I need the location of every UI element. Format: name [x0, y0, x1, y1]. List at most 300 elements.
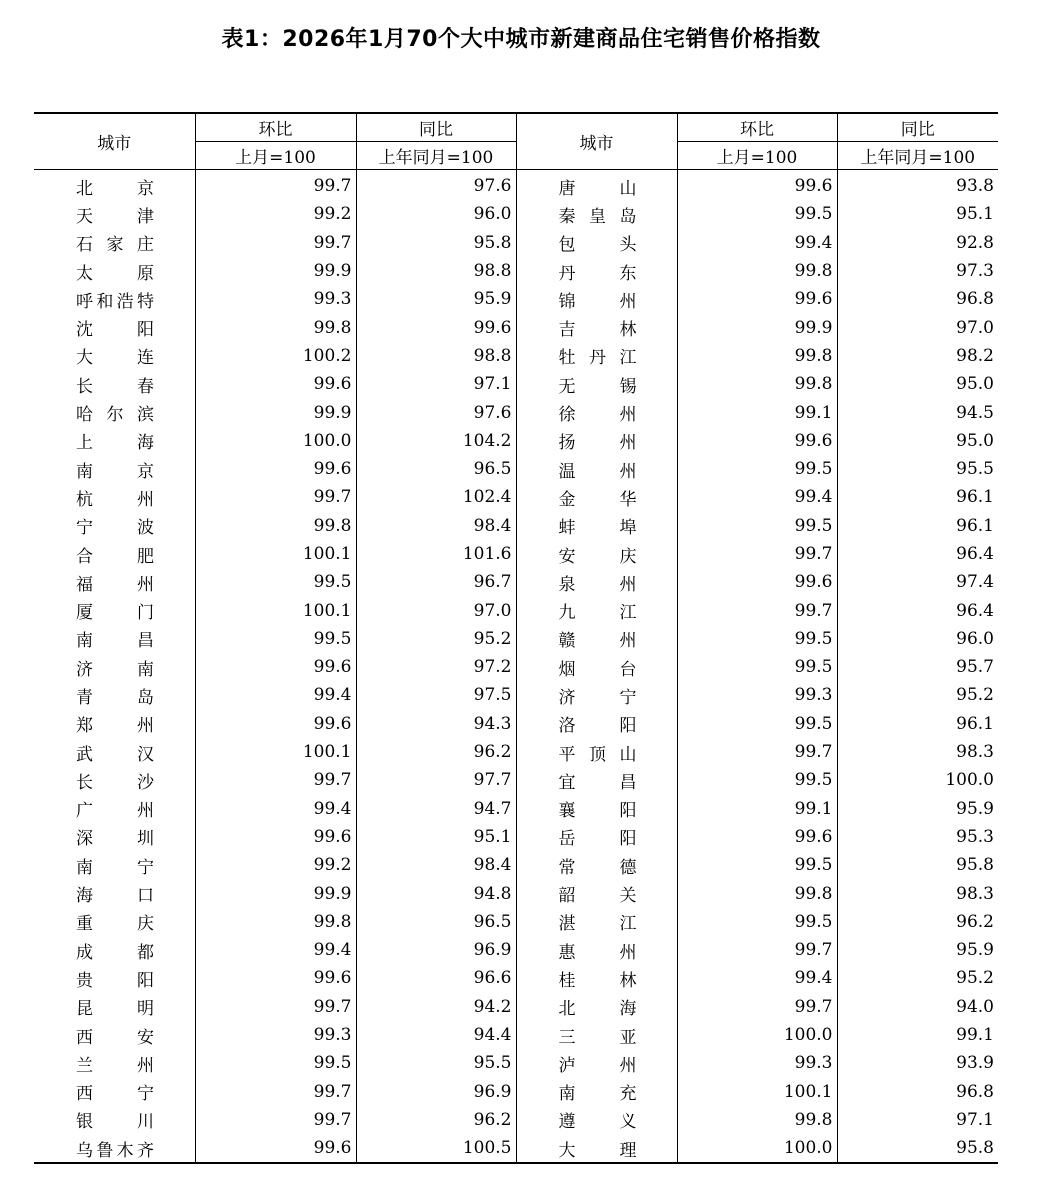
- mom-value-left: 99.4: [195, 936, 356, 964]
- yoy-value-left: 99.6: [356, 313, 516, 341]
- city-name-right: 北 海: [558, 999, 637, 1020]
- yoy-base-left: 上年同月=100: [356, 142, 516, 170]
- mom-value-left: 99.8: [195, 512, 356, 540]
- mom-value-left: 99.7: [195, 766, 356, 794]
- yoy-value-right: 96.4: [837, 596, 998, 624]
- table-row: [34, 170, 998, 201]
- city-name-right: 桂 林: [558, 970, 637, 991]
- city-name-right-cell: [516, 851, 677, 879]
- mom-value-left: 99.6: [195, 1134, 356, 1163]
- mom-base-left: 上月=100: [195, 142, 356, 170]
- city-name-left-cell: [34, 596, 195, 624]
- table-row: [34, 1134, 998, 1163]
- table-row: [34, 342, 998, 370]
- city-name-right: 洛 阳: [558, 716, 637, 737]
- table-row: [34, 257, 998, 285]
- yoy-value-left: 95.9: [356, 285, 516, 313]
- city-name-left: 海 口: [76, 886, 154, 907]
- city-name-left: 青 岛: [76, 687, 154, 708]
- mom-value-left: 99.6: [195, 964, 356, 992]
- mom-value-right: 99.8: [677, 370, 837, 398]
- city-name-left: 兰 州: [76, 1055, 154, 1076]
- mom-value-right: 99.5: [677, 908, 837, 936]
- mom-value-right: 99.3: [677, 1049, 837, 1077]
- city-name-left-cell: [34, 1106, 195, 1134]
- yoy-value-right: 93.9: [837, 1049, 998, 1077]
- city-name-right-cell: [516, 964, 677, 992]
- city-name-right: 泸 州: [558, 1055, 637, 1076]
- city-name-left: 长 春: [76, 376, 154, 397]
- yoy-value-left: 94.2: [356, 993, 516, 1021]
- city-name-left: 合 肥: [76, 546, 154, 567]
- yoy-value-right: 96.8: [837, 285, 998, 313]
- city-name-left: 深 圳: [76, 829, 154, 850]
- city-name-left-cell: [34, 738, 195, 766]
- city-name-left-cell: [34, 879, 195, 907]
- city-name-right: 温 州: [558, 461, 637, 482]
- mom-value-right: 99.8: [677, 257, 837, 285]
- table-row: [34, 285, 998, 313]
- mom-value-right: 99.6: [677, 170, 837, 201]
- city-name-left: 太 原: [76, 263, 154, 284]
- city-header-left: 城市: [34, 113, 195, 170]
- city-name-right: 扬 州: [558, 433, 637, 454]
- city-name-left-cell: [34, 427, 195, 455]
- city-name-left: 贵 阳: [76, 970, 154, 991]
- city-name-right-cell: [516, 653, 677, 681]
- yoy-value-right: 97.3: [837, 257, 998, 285]
- city-name-right-cell: [516, 512, 677, 540]
- yoy-value-right: 95.1: [837, 200, 998, 228]
- city-name-right: 吉 林: [558, 320, 637, 341]
- yoy-value-right: 93.8: [837, 170, 998, 201]
- yoy-value-left: 96.0: [356, 200, 516, 228]
- city-name-left: 杭 州: [76, 489, 154, 510]
- mom-value-right: 99.8: [677, 1106, 837, 1134]
- mom-value-right: 99.3: [677, 681, 837, 709]
- city-name-left: 广 州: [76, 801, 154, 822]
- city-name-right: 韶 关: [558, 886, 637, 907]
- yoy-value-left: 97.1: [356, 370, 516, 398]
- city-name-right-cell: [516, 370, 677, 398]
- table-row: [34, 1078, 998, 1106]
- mom-value-left: 99.5: [195, 625, 356, 653]
- yoy-value-left: 94.7: [356, 795, 516, 823]
- city-name-right-cell: [516, 1021, 677, 1049]
- yoy-value-right: 94.0: [837, 993, 998, 1021]
- city-name-right-cell: [516, 1134, 677, 1163]
- city-name-left-cell: [34, 1021, 195, 1049]
- city-name-right-cell: [516, 710, 677, 738]
- mom-value-right: 99.5: [677, 766, 837, 794]
- city-name-left: 乌 鲁 木 齐: [76, 1140, 154, 1161]
- mom-value-left: 99.9: [195, 257, 356, 285]
- city-name-left-cell: [34, 625, 195, 653]
- mom-value-right: 99.5: [677, 653, 837, 681]
- yoy-value-right: 95.9: [837, 936, 998, 964]
- city-name-left-cell: [34, 455, 195, 483]
- yoy-value-right: 96.2: [837, 908, 998, 936]
- yoy-value-left: 94.4: [356, 1021, 516, 1049]
- table-row: [34, 540, 998, 568]
- table-row: [34, 398, 998, 426]
- table-row: [34, 512, 998, 540]
- city-name-right-cell: [516, 257, 677, 285]
- city-name-left-cell: [34, 795, 195, 823]
- table-row: [34, 229, 998, 257]
- mom-value-right: 99.6: [677, 823, 837, 851]
- city-name-left: 武 汉: [76, 744, 154, 765]
- city-name-right-cell: [516, 766, 677, 794]
- yoy-value-left: 97.2: [356, 653, 516, 681]
- city-name-left: 福 州: [76, 574, 154, 595]
- table-body: [34, 170, 998, 1164]
- mom-value-left: 99.6: [195, 455, 356, 483]
- table-header: [34, 113, 998, 170]
- mom-value-right: 99.6: [677, 568, 837, 596]
- yoy-value-right: 99.1: [837, 1021, 998, 1049]
- city-name-right-cell: [516, 879, 677, 907]
- city-name-left: 重 庆: [76, 914, 154, 935]
- city-name-right: 丹 东: [558, 263, 637, 284]
- yoy-value-right: 95.9: [837, 795, 998, 823]
- city-name-right: 宜 昌: [558, 772, 637, 793]
- city-name-right-cell: [516, 795, 677, 823]
- city-name-right-cell: [516, 625, 677, 653]
- yoy-value-left: 96.5: [356, 455, 516, 483]
- yoy-value-right: 95.8: [837, 1134, 998, 1163]
- mom-value-right: 99.9: [677, 313, 837, 341]
- mom-value-left: 99.7: [195, 1078, 356, 1106]
- mom-value-left: 99.7: [195, 1106, 356, 1134]
- yoy-value-right: 96.1: [837, 710, 998, 738]
- mom-value-right: 99.5: [677, 710, 837, 738]
- table-row: [34, 200, 998, 228]
- mom-value-left: 99.7: [195, 483, 356, 511]
- yoy-value-left: 95.2: [356, 625, 516, 653]
- yoy-value-right: 95.0: [837, 427, 998, 455]
- yoy-value-right: 96.4: [837, 540, 998, 568]
- yoy-value-left: 95.1: [356, 823, 516, 851]
- city-name-left-cell: [34, 766, 195, 794]
- city-name-left-cell: [34, 229, 195, 257]
- city-name-right: 湛 江: [558, 914, 637, 935]
- table-row: [34, 681, 998, 709]
- yoy-value-left: 96.7: [356, 568, 516, 596]
- mom-value-left: 99.3: [195, 285, 356, 313]
- city-name-left: 沈 阳: [76, 320, 154, 341]
- mom-value-left: 99.2: [195, 851, 356, 879]
- city-name-left-cell: [34, 285, 195, 313]
- city-name-left-cell: [34, 653, 195, 681]
- city-name-right: 秦 皇 岛: [558, 206, 637, 227]
- city-name-left: 石 家 庄: [76, 235, 154, 256]
- city-name-right-cell: [516, 823, 677, 851]
- city-name-right-cell: [516, 229, 677, 257]
- city-name-left: 南 昌: [76, 631, 154, 652]
- yoy-value-left: 95.5: [356, 1049, 516, 1077]
- mom-value-right: 99.4: [677, 483, 837, 511]
- yoy-value-left: 98.4: [356, 851, 516, 879]
- city-name-left-cell: [34, 540, 195, 568]
- city-name-right-cell: [516, 200, 677, 228]
- mom-value-right: 100.1: [677, 1078, 837, 1106]
- yoy-value-left: 98.8: [356, 342, 516, 370]
- yoy-value-left: 94.8: [356, 879, 516, 907]
- table-row: [34, 766, 998, 794]
- table-row: [34, 427, 998, 455]
- mom-value-right: 99.7: [677, 738, 837, 766]
- table-row: [34, 936, 998, 964]
- mom-value-right: 99.7: [677, 540, 837, 568]
- city-name-right: 安 庆: [558, 546, 637, 567]
- yoy-value-right: 98.3: [837, 738, 998, 766]
- city-name-left-cell: [34, 170, 195, 201]
- yoy-value-right: 95.0: [837, 370, 998, 398]
- mom-value-right: 100.0: [677, 1134, 837, 1163]
- city-name-left: 哈 尔 滨: [76, 405, 154, 426]
- city-name-left-cell: [34, 681, 195, 709]
- city-name-left: 郑 州: [76, 716, 154, 737]
- city-name-left-cell: [34, 200, 195, 228]
- city-name-left: 成 都: [76, 942, 154, 963]
- city-name-right: 大 理: [558, 1140, 637, 1161]
- mom-header-right: 环比: [677, 113, 837, 142]
- yoy-value-left: 97.6: [356, 398, 516, 426]
- city-name-right: 常 德: [558, 857, 637, 878]
- city-name-left-cell: [34, 1049, 195, 1077]
- city-name-right-cell: [516, 1078, 677, 1106]
- yoy-value-left: 95.8: [356, 229, 516, 257]
- city-name-left-cell: [34, 257, 195, 285]
- city-name-right-cell: [516, 540, 677, 568]
- city-name-left-cell: [34, 313, 195, 341]
- yoy-value-left: 97.5: [356, 681, 516, 709]
- city-name-right: 南 充: [558, 1084, 637, 1105]
- yoy-value-left: 96.2: [356, 738, 516, 766]
- mom-value-left: 99.7: [195, 993, 356, 1021]
- table-row: [34, 879, 998, 907]
- yoy-value-right: 95.2: [837, 681, 998, 709]
- city-name-left: 天 津: [76, 206, 154, 227]
- yoy-value-right: 96.1: [837, 512, 998, 540]
- city-name-right: 襄 阳: [558, 801, 637, 822]
- city-name-left: 呼 和 浩 特: [76, 291, 154, 312]
- yoy-value-left: 100.5: [356, 1134, 516, 1163]
- city-name-left-cell: [34, 908, 195, 936]
- yoy-value-left: 104.2: [356, 427, 516, 455]
- city-name-right-cell: [516, 285, 677, 313]
- mom-value-right: 99.5: [677, 200, 837, 228]
- mom-value-left: 99.5: [195, 568, 356, 596]
- mom-value-left: 99.4: [195, 795, 356, 823]
- mom-value-left: 99.6: [195, 653, 356, 681]
- yoy-value-right: 96.0: [837, 625, 998, 653]
- mom-value-right: 99.5: [677, 512, 837, 540]
- table-row: [34, 455, 998, 483]
- table-row: [34, 568, 998, 596]
- city-name-left-cell: [34, 936, 195, 964]
- mom-value-right: 99.7: [677, 993, 837, 1021]
- city-name-right: 徐 州: [558, 405, 637, 426]
- city-name-right-cell: [516, 568, 677, 596]
- yoy-value-left: 97.6: [356, 170, 516, 201]
- table-row: [34, 710, 998, 738]
- table-row: [34, 653, 998, 681]
- city-header-right: 城市: [516, 113, 677, 170]
- yoy-value-right: 95.3: [837, 823, 998, 851]
- city-name-left: 北 京: [76, 178, 154, 199]
- mom-value-left: 99.4: [195, 681, 356, 709]
- yoy-value-left: 97.7: [356, 766, 516, 794]
- yoy-value-right: 92.8: [837, 229, 998, 257]
- city-name-right: 蚌 埠: [558, 518, 637, 539]
- city-name-right: 三 亚: [558, 1027, 637, 1048]
- city-name-right-cell: [516, 1049, 677, 1077]
- yoy-value-left: 96.5: [356, 908, 516, 936]
- table-row: [34, 370, 998, 398]
- city-name-right-cell: [516, 313, 677, 341]
- mom-value-right: 99.7: [677, 936, 837, 964]
- table-row: [34, 823, 998, 851]
- mom-value-left: 100.1: [195, 596, 356, 624]
- city-name-right-cell: [516, 398, 677, 426]
- city-name-right: 赣 州: [558, 631, 637, 652]
- mom-value-left: 100.2: [195, 342, 356, 370]
- city-name-right-cell: [516, 681, 677, 709]
- mom-value-left: 99.5: [195, 1049, 356, 1077]
- mom-value-left: 99.9: [195, 879, 356, 907]
- mom-value-left: 100.1: [195, 540, 356, 568]
- city-name-left: 银 川: [76, 1112, 154, 1133]
- yoy-value-right: 95.2: [837, 964, 998, 992]
- yoy-header-left: 同比: [356, 113, 516, 142]
- mom-value-right: 99.8: [677, 879, 837, 907]
- city-name-left: 长 沙: [76, 772, 154, 793]
- city-name-right: 岳 阳: [558, 829, 637, 850]
- city-name-left: 济 南: [76, 659, 154, 680]
- city-name-right: 遵 义: [558, 1112, 637, 1133]
- yoy-value-right: 96.1: [837, 483, 998, 511]
- city-name-right-cell: [516, 427, 677, 455]
- yoy-value-left: 96.9: [356, 1078, 516, 1106]
- city-name-left-cell: [34, 483, 195, 511]
- mom-value-right: 99.1: [677, 795, 837, 823]
- yoy-value-left: 96.2: [356, 1106, 516, 1134]
- table-title: 表1：2026年1月70个大中城市新建商品住宅销售价格指数: [221, 27, 821, 52]
- table-row: [34, 1106, 998, 1134]
- city-name-left: 南 京: [76, 461, 154, 482]
- yoy-base-right: 上年同月=100: [837, 142, 998, 170]
- city-name-left-cell: [34, 964, 195, 992]
- city-name-left-cell: [34, 993, 195, 1021]
- yoy-value-left: 94.3: [356, 710, 516, 738]
- city-name-right-cell: [516, 908, 677, 936]
- table-row: [34, 795, 998, 823]
- mom-value-right: 99.7: [677, 596, 837, 624]
- table-row: [34, 964, 998, 992]
- table-row: [34, 993, 998, 1021]
- yoy-value-right: 97.0: [837, 313, 998, 341]
- city-name-right: 唐 山: [558, 178, 637, 199]
- city-name-right: 烟 台: [558, 659, 637, 680]
- yoy-value-left: 98.8: [356, 257, 516, 285]
- table-row: [34, 738, 998, 766]
- mom-value-left: 99.8: [195, 908, 356, 936]
- mom-value-left: 99.9: [195, 398, 356, 426]
- yoy-value-right: 100.0: [837, 766, 998, 794]
- city-name-left-cell: [34, 370, 195, 398]
- yoy-value-left: 96.6: [356, 964, 516, 992]
- yoy-value-left: 102.4: [356, 483, 516, 511]
- mom-value-left: 99.8: [195, 313, 356, 341]
- city-name-left: 大 连: [76, 348, 154, 369]
- city-name-right-cell: [516, 738, 677, 766]
- city-name-left-cell: [34, 1134, 195, 1163]
- mom-value-right: 99.6: [677, 285, 837, 313]
- city-name-right: 包 头: [558, 235, 637, 256]
- yoy-value-right: 96.8: [837, 1078, 998, 1106]
- mom-value-left: 99.6: [195, 370, 356, 398]
- yoy-value-left: 97.0: [356, 596, 516, 624]
- yoy-value-right: 94.5: [837, 398, 998, 426]
- city-name-left: 宁 波: [76, 518, 154, 539]
- city-name-right: 锦 州: [558, 291, 637, 312]
- table-row: [34, 313, 998, 341]
- city-name-right-cell: [516, 455, 677, 483]
- mom-value-right: 99.6: [677, 427, 837, 455]
- mom-value-right: 99.5: [677, 851, 837, 879]
- city-name-left-cell: [34, 512, 195, 540]
- yoy-value-right: 98.3: [837, 879, 998, 907]
- city-name-left-cell: [34, 342, 195, 370]
- city-name-right-cell: [516, 342, 677, 370]
- city-name-left: 厦 门: [76, 603, 154, 624]
- city-name-right: 无 锡: [558, 376, 637, 397]
- city-name-right-cell: [516, 936, 677, 964]
- table-row: [34, 1021, 998, 1049]
- price-index-table: [34, 112, 998, 1164]
- mom-value-right: 100.0: [677, 1021, 837, 1049]
- mom-value-right: 99.5: [677, 455, 837, 483]
- yoy-value-left: 96.9: [356, 936, 516, 964]
- mom-header-left: 环比: [195, 113, 356, 142]
- city-name-right-cell: [516, 993, 677, 1021]
- city-name-right-cell: [516, 170, 677, 201]
- city-name-right: 惠 州: [558, 942, 637, 963]
- mom-value-left: 99.6: [195, 823, 356, 851]
- mom-value-right: 99.8: [677, 342, 837, 370]
- city-name-right: 牡 丹 江: [558, 348, 637, 369]
- mom-base-right: 上月=100: [677, 142, 837, 170]
- mom-value-right: 99.1: [677, 398, 837, 426]
- mom-value-left: 99.6: [195, 710, 356, 738]
- city-name-right: 泉 州: [558, 574, 637, 595]
- city-name-left: 西 安: [76, 1027, 154, 1048]
- city-name-right: 九 江: [558, 603, 637, 624]
- table-row: [34, 625, 998, 653]
- mom-value-right: 99.5: [677, 625, 837, 653]
- city-name-left-cell: [34, 823, 195, 851]
- yoy-header-right: 同比: [837, 113, 998, 142]
- table-row: [34, 1049, 998, 1077]
- city-name-right-cell: [516, 483, 677, 511]
- city-name-left: 南 宁: [76, 857, 154, 878]
- city-name-right: 金 华: [558, 489, 637, 510]
- city-name-left: 西 宁: [76, 1084, 154, 1105]
- city-name-left-cell: [34, 1078, 195, 1106]
- mom-value-left: 99.7: [195, 170, 356, 201]
